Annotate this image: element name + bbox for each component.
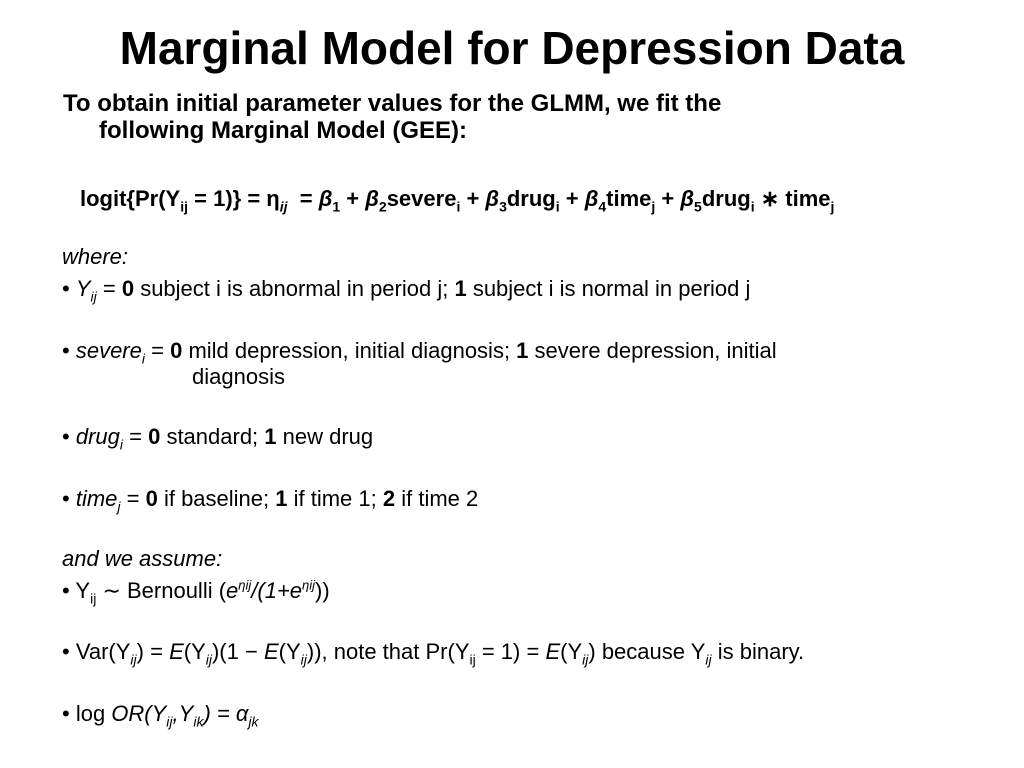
beta-symbol: β (680, 186, 695, 211)
eq-star: ∗ (754, 186, 786, 211)
eq-sub: ij (180, 198, 189, 215)
eq-plus: + (460, 186, 486, 211)
eq-sub: 3 (499, 198, 507, 215)
eq-eta-sub: ij (279, 198, 288, 215)
eq-sub: 5 (694, 198, 702, 215)
eq-lhs: logit{Pr(Y (80, 186, 181, 211)
assume-label: and we assume: (62, 546, 223, 571)
eq-lhs-b: = 1)} = η (188, 186, 280, 211)
bullet-severe-continuation: diagnosis (192, 364, 285, 389)
beta-symbol: β (584, 186, 599, 211)
eq-sub: i (750, 198, 755, 215)
eq-sub: i (555, 198, 560, 215)
eq-sub: 4 (598, 198, 607, 215)
bullet-bernoulli: • $Y_{ij}$ ∼ Bernoulli $(e^{\eta ij}/(1+e^{\eta ij}))$ (62, 577, 330, 607)
eq-sub: 1 (332, 198, 341, 215)
eq-sub: i (456, 198, 461, 215)
eq-term-drug: drug (701, 186, 751, 211)
intro-line-1: To obtain initial parameter values for the GLMM, we fit the (63, 90, 722, 117)
beta-symbol: β (365, 186, 379, 211)
eq-equals: = (287, 186, 319, 211)
where-label: where: (62, 244, 129, 269)
eq-term-severe: severe (386, 186, 457, 211)
eq-term-time: time (606, 186, 652, 211)
bullet-variance: • $Var(Y_{ij}) = E(Y_{ij})(1 - E(Y_{ij}))$, note that $Pr(Y_{ij} = 1) = E(Y_{ij})$ because $Y_{ij}$ is binary. (62, 639, 805, 668)
eq-term-drug: drug (506, 186, 556, 211)
bullet-time: • time$_j$ = 0 if baseline; 1 if time 1; 2 if time 2 (62, 486, 479, 515)
eq-plus: + (559, 186, 585, 211)
intro-paragraph (63, 90, 963, 144)
eq-plus: + (340, 186, 366, 211)
beta-symbol: β (485, 186, 500, 211)
beta-symbol: β (318, 186, 333, 211)
eq-sub: j (830, 198, 835, 215)
eq-sub: j (651, 198, 656, 215)
bullet-severe: • severe$_i$ = 0 mild depression, initial diagnosis; 1 severe depression, initial diagnosis (62, 338, 962, 390)
eq-term-time: time (785, 186, 831, 211)
intro-line-2: following Marginal Model (GEE): (99, 117, 467, 144)
eq-plus: + (655, 186, 681, 211)
bullet-y: • $Y_{ij} = 0$ subject i is abnormal in period j; 1 subject i is normal in period j (62, 276, 751, 305)
eq-sub: 2 (378, 198, 387, 215)
bullet-drug: • drug$_i$ = 0 standard; 1 new drug (62, 424, 374, 453)
model-equation (80, 184, 980, 214)
bullet-log-odds-ratio: • $\log OR(Y_{ij},Y_{ik}) = \alpha_{jk}$ (62, 701, 259, 730)
slide-title: Marginal Model for Depression Data (119, 22, 905, 74)
